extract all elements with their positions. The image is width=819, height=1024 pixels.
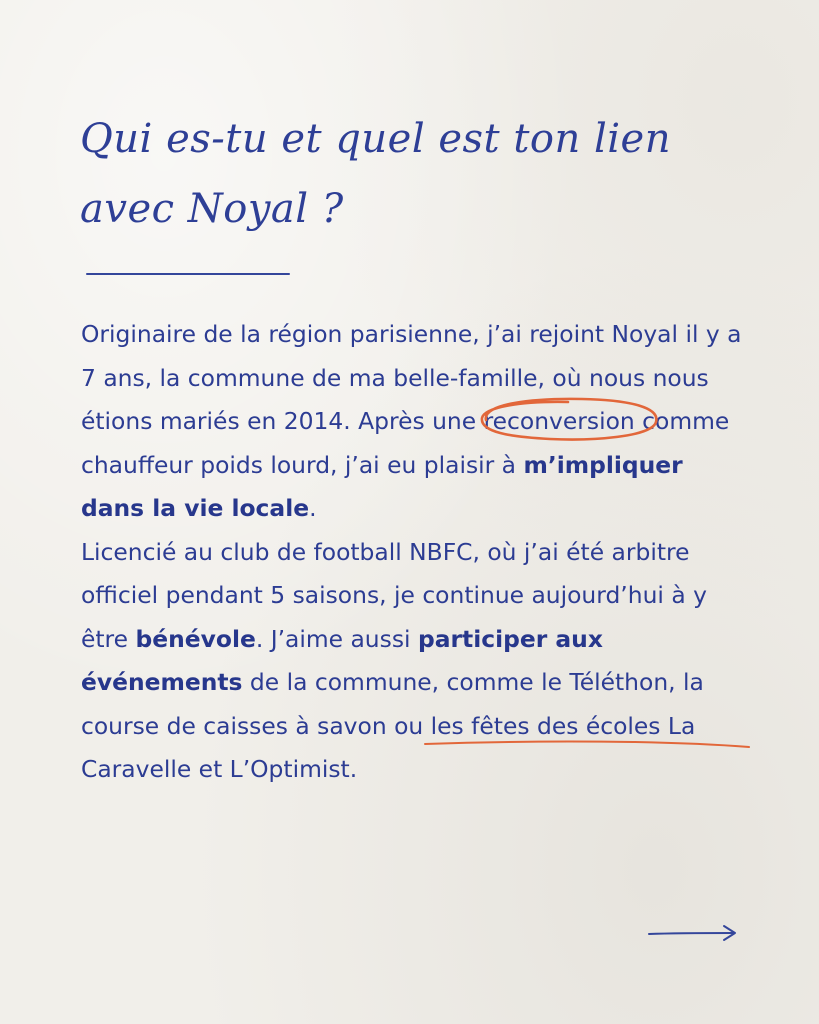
paragraph-1-text-b: comme chauffeur poids lourd, j’ai eu plaisir à: [81, 407, 730, 479]
paragraph-2-text-b: . J’aime aussi: [255, 624, 418, 653]
bold-phrase-vie-locale: m’impliquer dans la vie locale: [81, 450, 683, 522]
bold-word-benevole: bénévole: [135, 624, 256, 653]
title-line-1: Qui es-tu et quel est ton lien: [80, 116, 671, 162]
underlined-phrase-text: fêtes des écoles: [471, 711, 661, 740]
circled-word: [484, 400, 635, 444]
paragraph-2-text-c: de la commune, comme le Téléthon, la course de caisses à savon ou les: [81, 668, 704, 740]
arrow-right-icon[interactable]: [646, 922, 740, 944]
circled-word-text: reconversion: [483, 407, 635, 435]
title-divider: [86, 273, 290, 275]
body-paragraph: [81, 313, 751, 792]
paragraph-2-text-d: La Caravelle et L’Optimist.: [81, 711, 696, 783]
paragraph-1-text-a: Originaire de la région parisienne, j’ai rejoint Noyal il y a 7 ans, la commune de ma belle-famille, où nous nous étions mariés en 2014. Après une: [81, 320, 742, 435]
bold-phrase-evenements: participer aux événements: [81, 624, 603, 696]
title-line-2: avec Noyal ?: [80, 186, 344, 232]
paragraph-2-text-a: Licencié au club de football NBFC, où j’ai été arbitre officiel pendant 5 saisons, je continue aujourd’hui à y être: [81, 537, 707, 653]
underlined-phrase: [471, 705, 660, 749]
paragraph-1-text-c: .: [309, 494, 317, 522]
page-title: [80, 104, 700, 244]
